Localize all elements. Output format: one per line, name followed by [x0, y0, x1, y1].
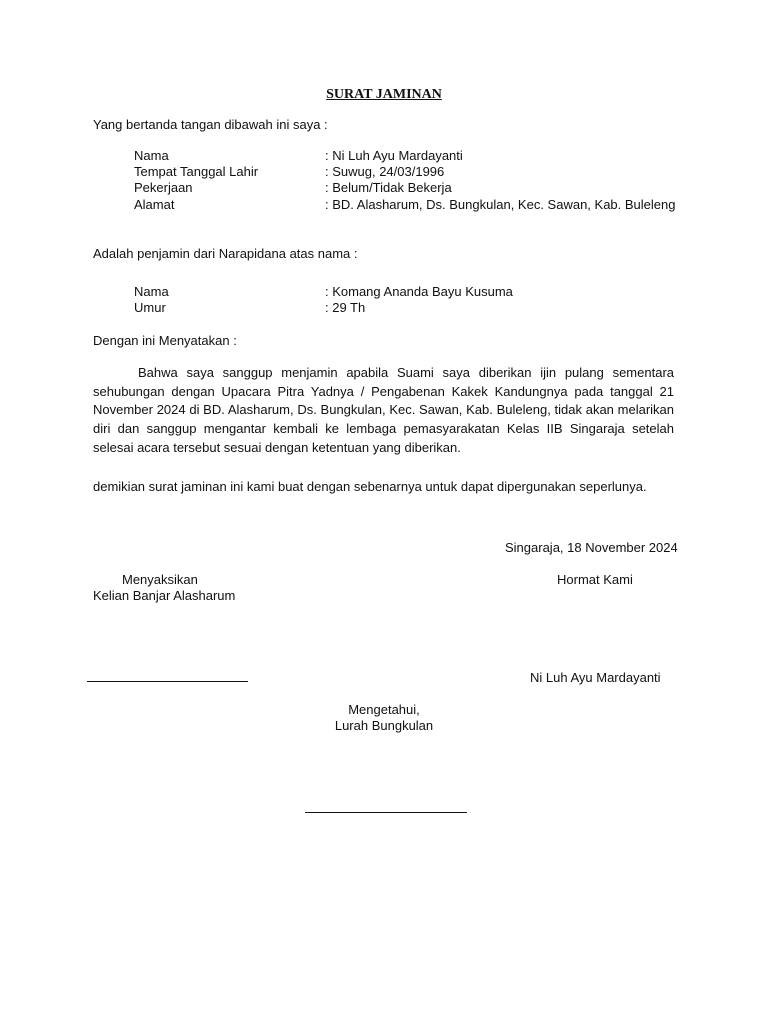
- witness-label: Menyaksikan: [122, 572, 198, 587]
- guarantor-birth-value: : Suwug, 24/03/1996: [325, 164, 445, 179]
- signer-name: Ni Luh Ayu Mardayanti: [530, 670, 661, 685]
- ack-title: Lurah Bungkulan: [334, 718, 434, 733]
- statement-body: Bahwa saya sanggup menjamin apabila Suami saya diberikan ijin pulang sementara sehubungan dengan Upacara Pitra Yadnya / Pengabenan Kakek Kandungnya pada tanggal 21 November 2024 di BD. Alasharum, Ds. Bungkulan, Kec. Sawan, Kab. Buleleng, tidak akan melarikan diri dan sanggup mengantar kembali ke lembaga pemasyarakatan Kelas IIB Singaraja setelah selesai acara tersebut sesuai dengan ketentuan yang diberikan.: [93, 365, 674, 455]
- signer-label: Hormat Kami: [557, 572, 633, 587]
- guarantor-address-label: Alamat: [134, 197, 175, 212]
- inmate-name-value: : Komang Ananda Bayu Kusuma: [325, 284, 513, 299]
- guarantor-address-value: : BD. Alasharum, Ds. Bungkulan, Kec. Sawan, Kab. Buleleng: [325, 197, 676, 212]
- witness-title: Kelian Banjar Alasharum: [93, 588, 236, 603]
- inmate-age-value: : 29 Th: [325, 300, 366, 315]
- guarantor-job-label: Pekerjaan: [134, 180, 193, 195]
- ack-signature-line: [305, 812, 467, 813]
- ack-label: Mengetahui,: [348, 702, 420, 717]
- witness-signature-line: [87, 681, 248, 682]
- statement-paragraph: [93, 364, 674, 458]
- document-title: SURAT JAMINAN: [326, 87, 442, 102]
- guarantor-name-label: Nama: [134, 148, 169, 163]
- inmate-intro-text: Adalah penjamin dari Narapidana atas nama :: [93, 246, 358, 261]
- guarantor-job-value: : Belum/Tidak Bekerja: [325, 180, 452, 195]
- guarantor-birth-label: Tempat Tanggal Lahir: [134, 164, 259, 179]
- place-date: Singaraja, 18 November 2024: [505, 540, 678, 555]
- intro-text: Yang bertanda tangan dibawah ini saya :: [93, 117, 328, 132]
- inmate-name-label: Nama: [134, 284, 169, 299]
- statement-intro-text: Dengan ini Menyatakan :: [93, 333, 237, 348]
- inmate-age-label: Umur: [134, 300, 166, 315]
- guarantor-name-value: : Ni Luh Ayu Mardayanti: [325, 148, 463, 163]
- closing-text: demikian surat jaminan ini kami buat dengan sebenarnya untuk dapat dipergunakan seperlunya.: [93, 479, 647, 494]
